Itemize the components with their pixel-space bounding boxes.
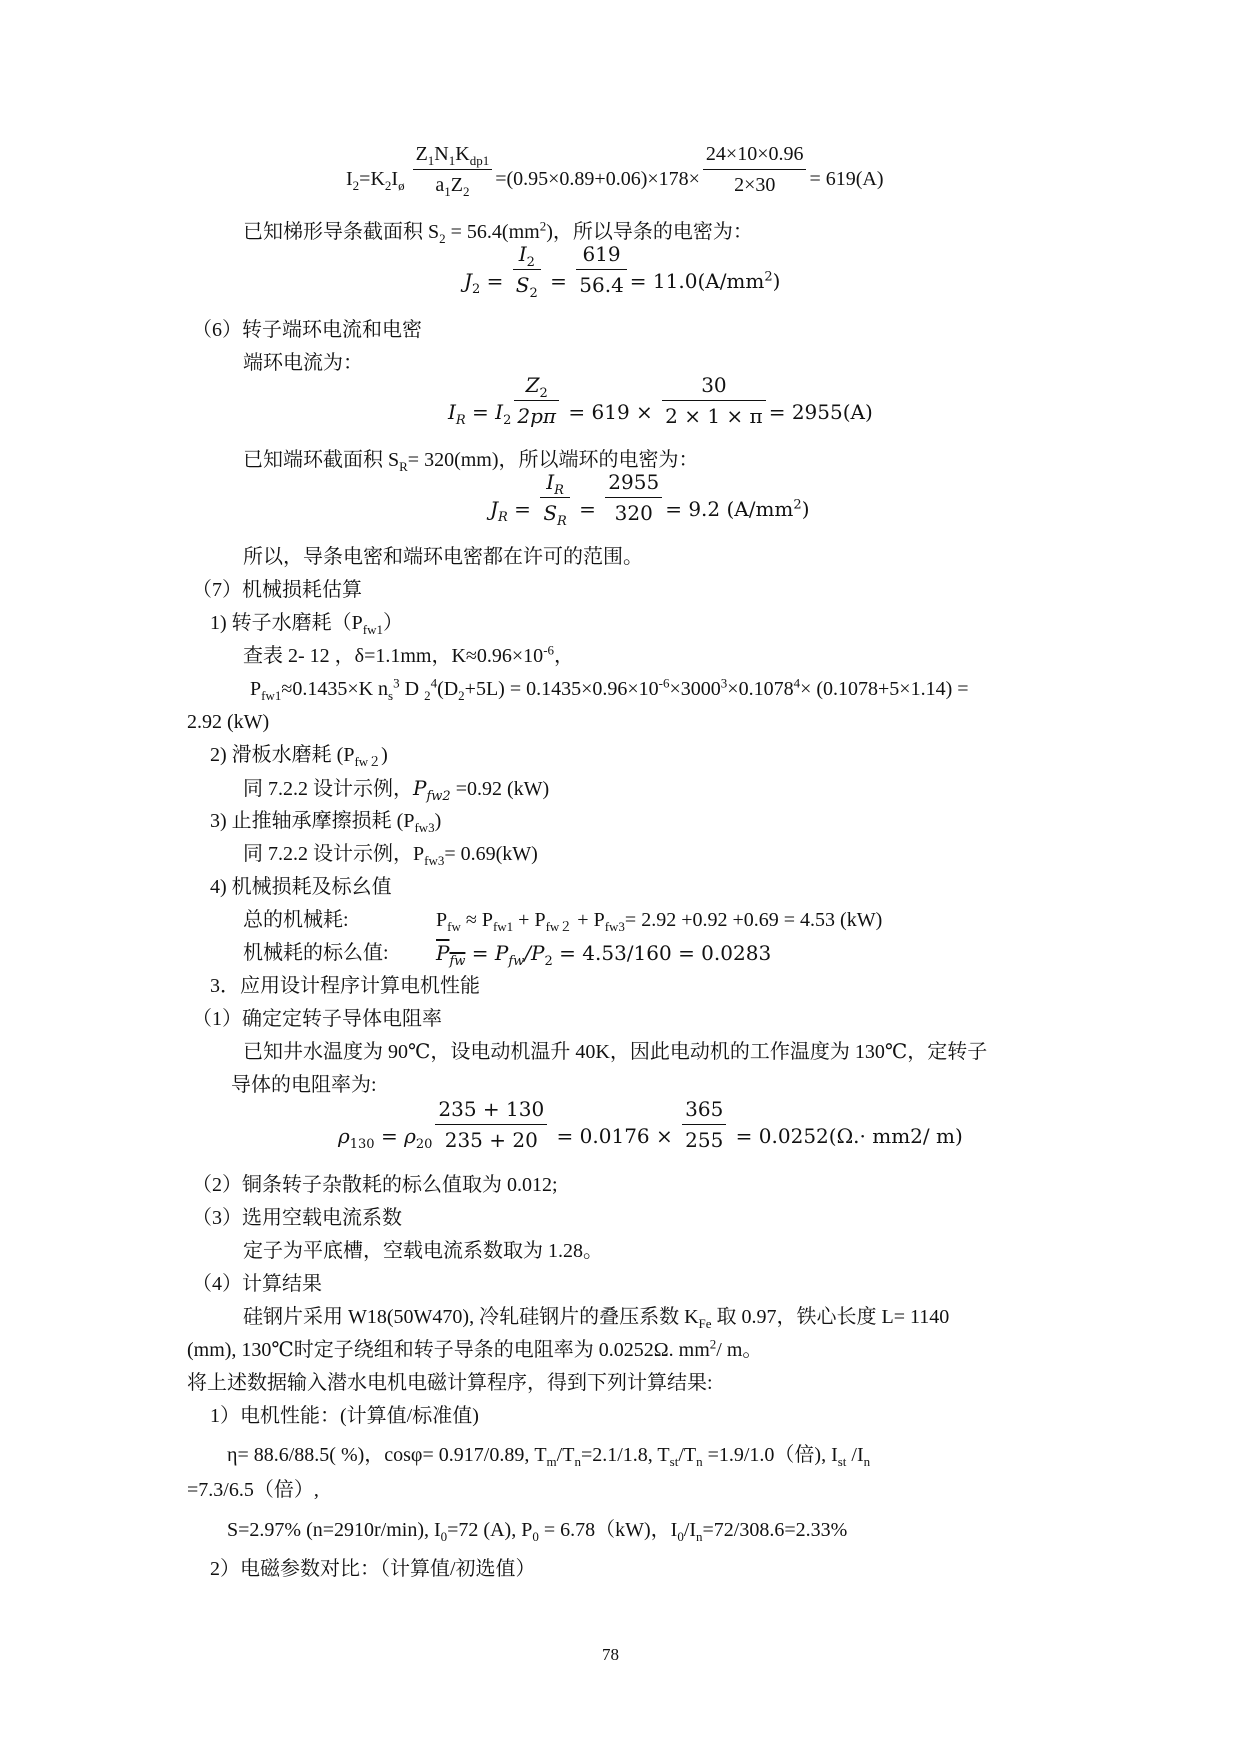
fraction: $\frac{365}{255}$ (682, 1096, 726, 1153)
heading-7: （7）机械损耗估算 (192, 579, 362, 601)
denominator: $a_1Z_2$ (435, 174, 470, 199)
page-number: 78 (602, 1645, 619, 1664)
fraction: $\frac{I_2}{S_2}$ (513, 241, 541, 298)
text-line: 将上述数据输入潜水电机电磁计算程序，得到下列计算结果: (187, 1372, 713, 1394)
heading-3: 3．应用设计程序计算电机性能 (210, 975, 480, 997)
heading-3-3: （3）选用空载电流系数 (192, 1207, 402, 1229)
heading-3-1: （1）确定定转子导体电阻率 (192, 1008, 442, 1030)
text-line: =7.3/6.5（倍）, (187, 1479, 319, 1501)
list-item-em: 2）电磁参数对比：（计算值/初选值） (210, 1558, 536, 1580)
fraction: $\frac{619}{56.4}$ (576, 241, 627, 298)
text-line: 2.92 (kW) (187, 711, 270, 733)
list-item-3: 3) 止推轴承摩擦损耗 $(P_{fw3})$ (210, 810, 442, 835)
equation-pfw1: $P_{fw1}\approx 0.1435\times K$ $n_s^3$ D $_2^4(D_2+5L) = 0.1435\times 0.96\times 10^{-6}\times 3000^3\times 0.1078^4\times (0.1078+5\times 1.14)$ = (250, 675, 969, 703)
text-line: 端环电流为： (243, 352, 363, 374)
text-line-sr: 已知端环截面积 $S_R= 320(mm)$，所以端环的电密为： (243, 449, 699, 474)
equation-j2: $J_2$ = $\frac{I_2}{S_2}$ = $\frac{619}{56.4}$ = $11.0(A/mm^2)$ (464, 242, 781, 301)
denominator: 2×30 (734, 174, 776, 196)
text-line-same1: 同 7.2.2 设计示例，$P_{fw2} =0.92$ (kW) (243, 776, 550, 804)
heading-6: （6）转子端环电流和电密 (192, 319, 422, 341)
numerator: $Z_1N_1K_{dp1}$ (413, 141, 493, 170)
overlined-symbol: $P_{fw}$ (436, 941, 466, 969)
subscript: 2 (384, 178, 392, 194)
fraction (703, 141, 807, 198)
equation-rho: $\rho_{130} = \rho_{20}$ $\frac{235 + 130}{235 + 20}$ = 0.0176 × $\frac{365}{255}$ = 0.0252(Ω.· mm2/ m) (338, 1097, 963, 1152)
subscript: 2 (352, 178, 360, 194)
result: = 619(A) (809, 168, 884, 191)
heading-3-2: （2）铜条转子杂散耗的标么值取为 0.012; (192, 1174, 558, 1196)
text-line-perf3: S=2.97% (n=2910r/min), $I_0=72$ (A), $P_0 = 6.78(kW)$，$I_0/I_n=72/308.6=2.33\%$ (227, 1519, 848, 1544)
subscript: ø (398, 178, 405, 194)
symbol: I (391, 168, 399, 191)
symbol: I (346, 168, 353, 191)
text-line-total: 总的机械耗: $P_{fw} \approx P_{fw1} + P_{fw2} + P_{fw3}= 2.92 +0.92 +0.69 = 4.53$ (kW) (243, 909, 883, 934)
list-item-4: 4) 机械损耗及标幺值 (210, 876, 392, 898)
text-line: 导体的电阻率为: (231, 1074, 377, 1096)
list-item-performance: 1）电机性能：(计算值/标准值) (210, 1405, 479, 1427)
text-line-si1: 硅钢片采用 W18(50W470), 冷轧硅钢片的叠压系数 $K_{Fe}$ 取 0.97，铁心长度 L= 1140 (243, 1306, 950, 1331)
heading-3-4: （4）计算结果 (192, 1273, 322, 1295)
text-line-si2: (mm), 130℃时定子绕组和转子导条的电阻率为 0.0252Ω. $mm^2/$ m。 (187, 1336, 763, 1361)
text-line: 所以，导条电密和端环电密都在许可的范围。 (243, 546, 643, 568)
text-line-pu: 机械耗的标么值: $P_{fw} = P_{fw}/P_2 = 4.53/160 = 0.0283$ (243, 941, 772, 969)
fraction: $\frac{2955}{320}$ (605, 469, 662, 526)
fraction: $\frac{Z_2}{2p\pi}$ (514, 372, 559, 429)
text-line-table: 查表 2- 12 ，δ=1.1mm，$K\approx 0.96\times 10^{-6}$， (243, 642, 575, 667)
text-line-perf1: η= 88.6/88.5( %)，cosφ= 0.917/0.89, $T_m/T_n=2.1/1.8$, $T_{st}/T_n =1.9/1.0$（倍), $I_{st}$ $/I_n$ (227, 1444, 871, 1469)
text-line-s2: 已知梯形导条截面积 $S_2 = 56.4(mm^2)$，所以导条的电密为： (243, 218, 753, 246)
fraction (413, 141, 493, 198)
numerator: 24×10×0.96 (703, 141, 807, 170)
list-item-1: 1) 转子水磨耗$(P_{fw1})$ (210, 612, 404, 637)
expression: =(0.95×0.89+0.06)×178× (495, 168, 700, 191)
equation-ir: $I_R = I_2$ $\frac{Z_2}{2p\pi}$ = 619 × $\frac{30}{2 \times 1 \times \pi}$ = 2955(A) (448, 373, 873, 428)
fraction: $\frac{30}{2 \times 1 \times \pi}$ (662, 372, 766, 429)
text-line-same2: 同 7.2.2 设计示例，$P_{fw3}= 0.69(kW)$ (243, 843, 538, 868)
fraction: $\frac{235 + 130}{235 + 20}$ (435, 1096, 547, 1153)
list-item-2: 2) 滑板水磨耗 $(P_{fw2})$ (210, 744, 388, 769)
text-line: 定子为平底槽，空载电流系数取为 1.28。 (243, 1240, 603, 1262)
fraction: $\frac{I_R}{S_R}$ (540, 469, 570, 526)
text-line: 已知井水温度为 90℃，设电动机温升 40K，因此电动机的工作温度为 130℃，定转子 (243, 1041, 988, 1063)
symbol: =K (359, 168, 385, 191)
equation-jr: $J_R$ = $\frac{I_R}{S_R}$ = $\frac{2955}{320}$ = 9.2 $(A/mm^2)$ (490, 470, 810, 529)
